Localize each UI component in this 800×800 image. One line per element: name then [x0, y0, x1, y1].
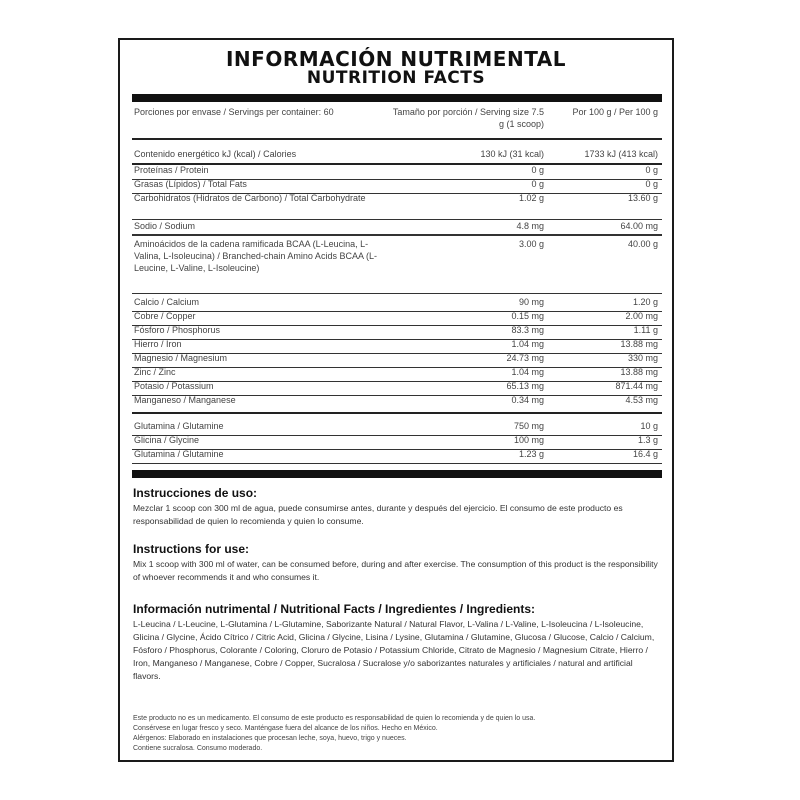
row-divider [132, 293, 662, 294]
usage-es-text: Mezclar 1 scoop con 300 ml de agua, puede consumirse antes, durante y después del ejercicio. El consumo de este producto es responsabilidad de quien lo recomienda y quien lo consume. [133, 503, 623, 526]
nutrient-per-100g: 16.4 g [632, 449, 658, 459]
nutrient-per-100g: 2.00 mg [625, 311, 658, 321]
nutrient-per-serving: 0.15 mg [511, 311, 544, 321]
nutrient-per-100g: 13.60 g [627, 193, 658, 203]
nutrient-name: Carbohidratos (Hidratos de Carbono) / Total Carbohydrate [134, 193, 366, 203]
ingredients-title: Información nutrimental / Nutritional Facts / Ingredientes / Ingredients: [133, 602, 536, 616]
nutrient-name: Calcio / Calcium [134, 297, 200, 307]
nutrient-per-serving: 100 mg [513, 435, 544, 445]
nutrient-per-serving: 90 mg [518, 297, 544, 307]
nutrient-per-100g: 10 g [640, 421, 658, 431]
row-divider [132, 412, 662, 414]
row-divider [132, 463, 662, 464]
label-subtitle: NUTRITION FACTS [306, 68, 486, 88]
nutrient-per-serving: 65.13 mg [506, 381, 544, 391]
nutrition-label [118, 38, 674, 762]
divider [132, 138, 662, 140]
nutrient-per-serving: 0 g [531, 179, 544, 189]
nutrient-name: Potasio / Potassium [134, 381, 214, 391]
usage-es-title: Instrucciones de uso: [133, 486, 258, 500]
nutrient-per-100g: 13.88 mg [620, 367, 658, 377]
nutrient-name: Sodio / Sodium [134, 221, 196, 231]
nutrient-per-serving: 1.23 g [518, 449, 544, 459]
nutrient-name: Fósforo / Phosphorus [134, 325, 221, 335]
servings-per-container: Porciones por envase / Servings per container: 60 [134, 107, 334, 117]
nutrient-per-100g: 64.00 mg [620, 221, 658, 231]
usage-en-title: Instructions for use: [133, 542, 250, 556]
ingredients-text: L-Leucina / L-Leucine, L-Glutamina / L-Glutamine, Saborizante Natural / Natural Flavor, L-Valina / L-Valine, L-Isoleucina / L-Isoleucine, Glicina / Glycine, Ácido Cítrico / Citric Acid, Glicina / Glycine, Lisina / Lysine, Glutamina / Glutamine, Glucosa / Glucose, Calcio / Calcium, Fósforo / Phosphorus, Colorante / Coloring, Cloruro de Potasio / Potassium Chloride, Citrato de Magnesio / Magnesium Citrate, Hierro / Iron, Manganeso / Manganese, Cobre / Copper, Sucralosa / Sucralose y/o saborizantes naturales y artificiales / natural and artificial flavors. [133, 619, 655, 681]
nutrient-per-serving: 750 mg [513, 421, 544, 431]
nutrient-name: Contenido energético kJ (kcal) / Calories [134, 149, 297, 159]
nutrient-name: Grasas (Lípidos) / Total Fats [134, 179, 247, 189]
nutrient-name: Manganeso / Manganese [134, 395, 236, 405]
nutrient-per-serving: 83.3 mg [511, 325, 544, 335]
fine-print-3: Alérgenos: Elaborado en instalaciones que procesan leche, soya, huevo, trigo y nueces. [133, 735, 407, 742]
nutrient-name: Magnesio / Magnesium [134, 353, 228, 363]
fine-print-4: Contiene sucralosa. Consumo moderado. [133, 745, 263, 752]
nutrient-name: Glicina / Glycine [134, 435, 200, 445]
nutrient-per-100g: 1.11 g [633, 325, 658, 335]
nutrient-per-100g: 4.53 mg [625, 395, 658, 405]
nutrient-per-100g: 1.20 g [632, 297, 658, 307]
fine-print-2: Consérvese en lugar fresco y seco. Manténgase fuera del alcance de los niños. Hecho en México. [133, 725, 438, 732]
nutrient-per-100g: 871.44 mg [615, 381, 658, 391]
bottom-divider-bar [132, 470, 662, 478]
nutrient-name: Glutamina / Glutamine [134, 421, 224, 431]
nutrient-name: Proteínas / Protein [134, 165, 209, 175]
nutrient-name: Cobre / Copper [134, 311, 196, 321]
nutrient-per-100g: 13.88 mg [620, 339, 658, 349]
serving-size-header: Tamaño por porción / Serving size 7.5 g (1 scoop) [392, 107, 544, 129]
nutrient-per-100g: 0 g [645, 165, 658, 175]
nutrient-name: Zinc / Zinc [134, 367, 176, 377]
nutrient-name: Aminoácidos de la cadena ramificada BCAA (L-Leucina, L-Valina, L-Isoleucina) / Branched-chain Amino Acids BCAA (L-Leucine, L-Valine, L-Isoleucine) [134, 239, 377, 273]
label-title: INFORMACIÓN NUTRIMENTAL [225, 47, 567, 71]
nutrient-per-100g: 330 mg [627, 353, 658, 363]
per-100g-header: Por 100 g / Per 100 g [572, 107, 658, 117]
nutrient-per-100g: 40.00 g [627, 239, 658, 249]
nutrient-per-serving: 24.73 mg [506, 353, 544, 363]
row-divider [132, 234, 662, 235]
nutrient-per-serving: 0 g [531, 165, 544, 175]
nutrient-per-serving: 3.00 g [518, 239, 544, 249]
nutrient-per-serving: 0.34 mg [511, 395, 544, 405]
top-divider-bar [132, 94, 662, 102]
nutrient-per-serving: 1.04 mg [511, 339, 544, 349]
nutrient-per-100g: 1733 kJ (413 kcal) [584, 149, 658, 159]
nutrient-per-serving: 4.8 mg [516, 221, 544, 231]
nutrient-per-serving: 130 kJ (31 kcal) [480, 149, 544, 159]
nutrient-per-serving: 1.02 g [518, 193, 544, 203]
row-divider [132, 235, 662, 236]
nutrient-per-100g: 0 g [645, 179, 658, 189]
usage-en-text: Mix 1 scoop with 300 ml of water, can be consumed before, during and after exercise. The consumption of this product is the responsibility of whoever recommends it and who consumes it. [133, 559, 658, 582]
nutrient-per-100g: 1.3 g [637, 435, 658, 445]
fine-print-1: Este producto no es un medicamento. El consumo de este producto es responsabilidad de quien lo recomienda y de quien lo usa. [133, 715, 536, 722]
nutrient-name: Glutamina / Glutamine [134, 449, 224, 459]
nutrient-per-serving: 1.04 mg [511, 367, 544, 377]
nutrient-name: Hierro / Iron [134, 339, 182, 349]
